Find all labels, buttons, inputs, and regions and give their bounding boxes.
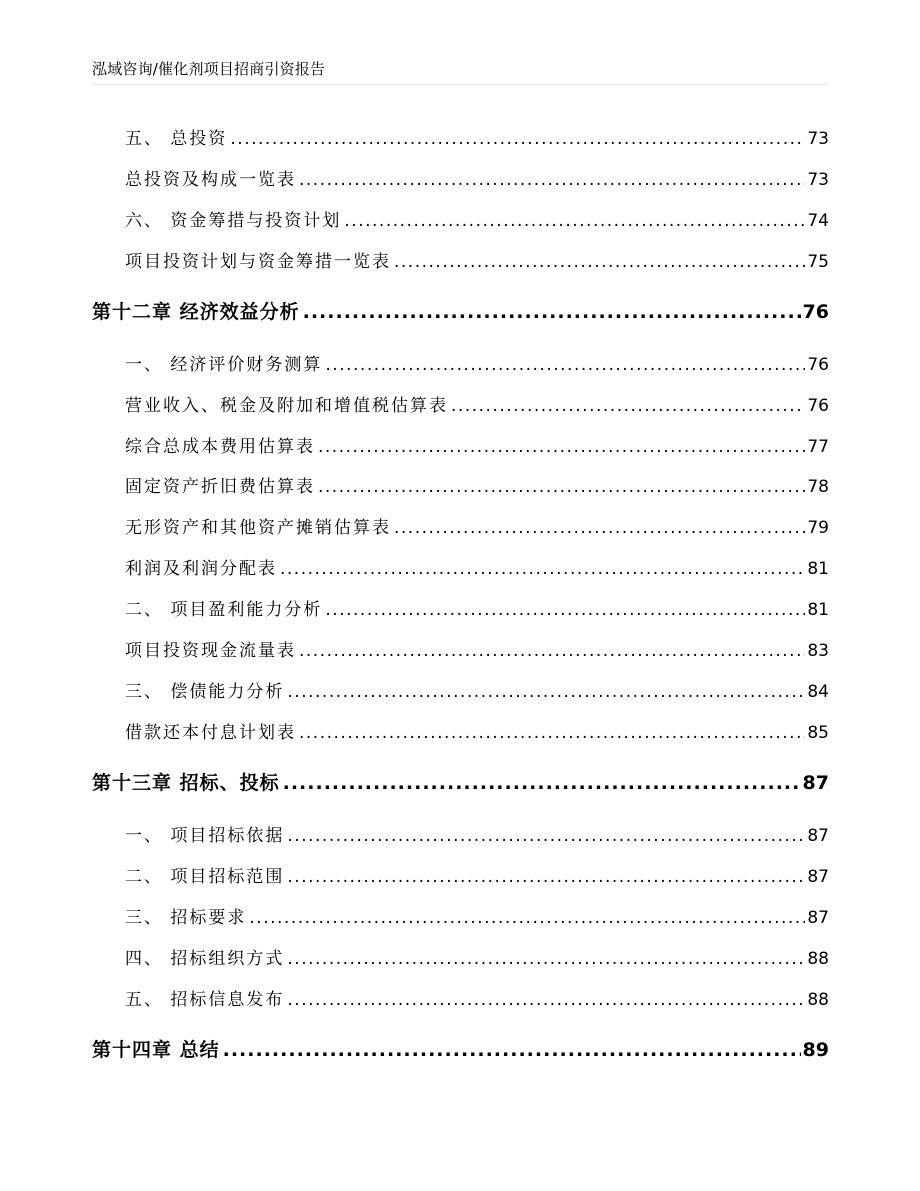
toc-page-number: 81 <box>807 559 829 579</box>
toc-page-number: 76 <box>807 396 829 416</box>
toc-page-number: 85 <box>807 723 829 743</box>
page-header: 泓域咨询/催化剂项目招商引资报告 <box>92 60 326 78</box>
toc-entry-title: 项目投资计划与资金筹措一览表 <box>125 252 391 272</box>
dot-leader <box>249 908 805 928</box>
toc-chapter-entry[interactable] <box>92 297 829 324</box>
toc-page-number: 81 <box>807 600 829 620</box>
dot-leader <box>325 600 805 620</box>
dot-leader <box>394 252 805 272</box>
toc-entry-title: 无形资产和其他资产摊销估算表 <box>125 518 391 538</box>
toc-page-number: 79 <box>807 518 829 538</box>
toc-page-number: 73 <box>807 170 829 190</box>
dot-leader <box>394 518 805 538</box>
toc-entry-title: 四、 招标组织方式 <box>125 949 285 969</box>
toc-entry-title: 固定资产折旧费估算表 <box>125 477 315 497</box>
dot-leader <box>325 355 805 375</box>
toc-entry-title: 营业收入、税金及附加和增值税估算表 <box>125 396 448 416</box>
toc-entry-title: 项目投资现金流量表 <box>125 641 296 661</box>
dot-leader <box>299 723 805 743</box>
dot-leader <box>287 867 805 887</box>
toc-chapter-entry[interactable] <box>92 768 829 795</box>
toc-page-number: 88 <box>807 990 829 1010</box>
toc-entry[interactable] <box>125 247 829 272</box>
toc-entry-title: 一、 经济评价财务测算 <box>125 355 323 375</box>
dot-leader <box>344 211 805 231</box>
toc-entry-title: 六、 资金筹措与投资计划 <box>125 211 342 231</box>
toc-entry[interactable] <box>125 903 829 928</box>
toc-entry-title: 三、 招标要求 <box>125 908 247 928</box>
toc-page-number: 78 <box>807 477 829 497</box>
toc-page-number: 89 <box>802 1039 829 1061</box>
toc-chapter-title: 第十四章 总结 <box>92 1039 220 1061</box>
toc-entry[interactable] <box>125 944 829 969</box>
toc-page-number: 84 <box>807 682 829 702</box>
dot-leader <box>230 129 805 149</box>
toc-page-number: 88 <box>807 949 829 969</box>
toc-entry-title: 一、 项目招标依据 <box>125 826 285 846</box>
dot-leader <box>223 1039 801 1061</box>
toc-entry-title: 借款还本付息计划表 <box>125 723 296 743</box>
toc-page-number: 87 <box>802 772 829 794</box>
dot-leader <box>287 826 805 846</box>
toc-entry[interactable] <box>125 391 829 416</box>
toc-entry[interactable] <box>125 472 829 497</box>
toc-page-number: 76 <box>802 301 829 323</box>
toc-entry[interactable] <box>125 985 829 1010</box>
toc-entry[interactable] <box>125 677 829 702</box>
toc-entry[interactable] <box>125 350 829 375</box>
dot-leader <box>303 301 801 323</box>
toc-entry-title: 利润及利润分配表 <box>125 559 277 579</box>
toc-entry[interactable] <box>125 513 829 538</box>
dot-leader <box>299 170 805 190</box>
toc-entry-title: 五、 招标信息发布 <box>125 990 285 1010</box>
dot-leader <box>280 559 805 579</box>
toc-entry-title: 二、 项目盈利能力分析 <box>125 600 323 620</box>
header-rule <box>92 84 828 85</box>
toc-page-number: 87 <box>807 908 829 928</box>
toc-entry[interactable] <box>125 165 829 190</box>
toc-page-number: 76 <box>807 355 829 375</box>
toc-entry[interactable] <box>125 718 829 743</box>
toc-page-number: 77 <box>807 437 829 457</box>
toc-chapter-title: 第十三章 招标、投标 <box>92 772 280 794</box>
dot-leader <box>318 437 805 457</box>
toc-page-number: 87 <box>807 867 829 887</box>
toc-entry[interactable] <box>125 124 829 149</box>
dot-leader <box>318 477 805 497</box>
toc-entry[interactable] <box>125 206 829 231</box>
dot-leader <box>287 949 805 969</box>
toc-entry-title: 总投资及构成一览表 <box>125 170 296 190</box>
toc-chapter-entry[interactable] <box>92 1035 829 1062</box>
dot-leader <box>287 682 805 702</box>
toc-entry-title: 综合总成本费用估算表 <box>125 437 315 457</box>
toc-chapter-title: 第十二章 经济效益分析 <box>92 301 300 323</box>
toc-page-number: 73 <box>807 129 829 149</box>
dot-leader <box>299 641 805 661</box>
toc-entry-title: 三、 偿债能力分析 <box>125 682 285 702</box>
toc-entry-title: 五、 总投资 <box>125 129 228 149</box>
toc-entry[interactable] <box>125 821 829 846</box>
toc-entry-title: 二、 项目招标范围 <box>125 867 285 887</box>
toc-page-number: 83 <box>807 641 829 661</box>
toc-page-number: 75 <box>807 252 829 272</box>
toc-page-number: 74 <box>807 211 829 231</box>
toc-page-number: 87 <box>807 826 829 846</box>
dot-leader <box>287 990 805 1010</box>
dot-leader <box>451 396 805 416</box>
dot-leader <box>283 772 801 794</box>
toc-entry[interactable] <box>125 554 829 579</box>
toc-entry[interactable] <box>125 432 829 457</box>
toc-entry[interactable] <box>125 595 829 620</box>
toc-entry[interactable] <box>125 862 829 887</box>
toc-entry[interactable] <box>125 636 829 661</box>
